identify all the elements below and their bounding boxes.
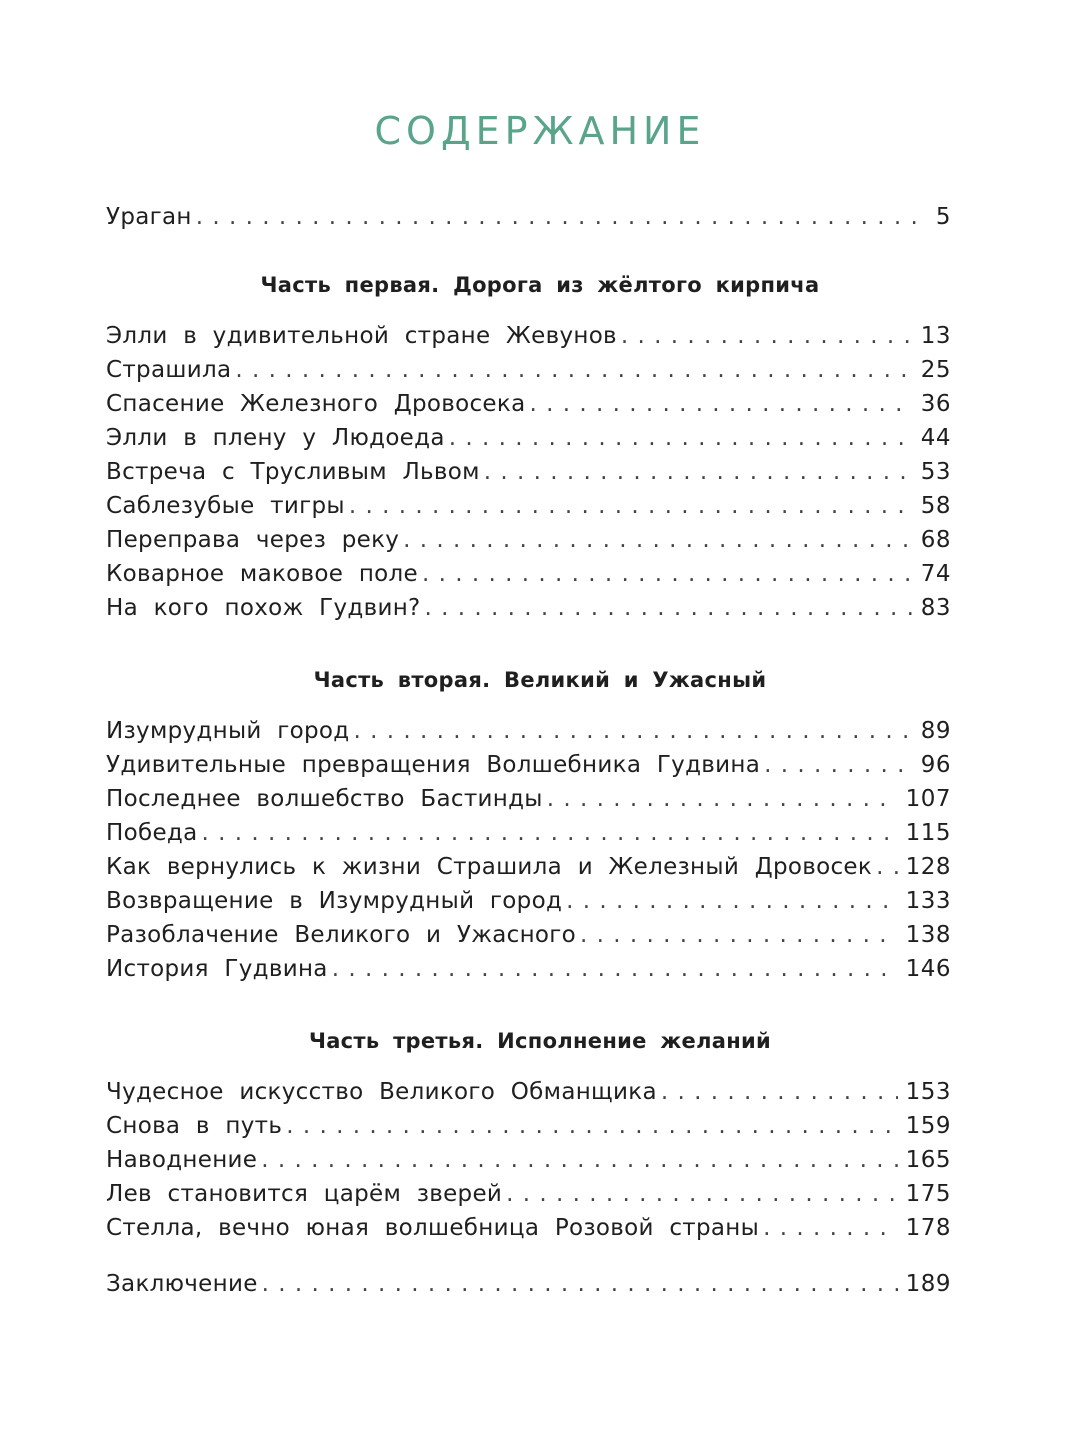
toc-entry[interactable] — [106, 1177, 951, 1211]
toc-entry-page: 138 — [905, 922, 951, 948]
toc-entry-title: История Гудвина — [106, 956, 328, 982]
leader-dots — [196, 200, 928, 234]
toc-entry-page: 153 — [905, 1079, 951, 1105]
toc-entry-page: 68 — [920, 527, 951, 553]
leader-dots — [547, 782, 898, 816]
leader-dots — [566, 884, 897, 918]
page-title: СОДЕРЖАНИЕ — [374, 109, 706, 153]
toc-entry-page: 133 — [905, 888, 951, 914]
toc-entry-title: Коварное маковое поле — [106, 561, 418, 587]
toc-entry-page: 53 — [920, 459, 951, 485]
leader-dots — [262, 1267, 898, 1301]
leader-dots — [403, 523, 913, 557]
toc-entry-page: 36 — [920, 391, 951, 417]
part-heading-2: Часть вторая. Великий и Ужасный — [313, 668, 767, 692]
toc-entry-title: Ураган — [106, 204, 192, 230]
toc-entry[interactable] — [106, 918, 951, 952]
toc-entry[interactable] — [106, 489, 951, 523]
toc-entry[interactable] — [106, 884, 951, 918]
toc-entry[interactable] — [106, 455, 951, 489]
toc-entry-page: 44 — [920, 425, 951, 451]
toc-entry-page: 178 — [905, 1215, 951, 1241]
toc-entry[interactable] — [106, 387, 951, 421]
toc-entry[interactable] — [106, 353, 951, 387]
toc-entry-prologue[interactable] — [106, 200, 951, 234]
leader-dots — [235, 353, 912, 387]
toc-entry[interactable] — [106, 782, 951, 816]
leader-dots — [621, 319, 913, 353]
toc-entry[interactable] — [106, 319, 951, 353]
toc-entry-title: На кого похож Гудвин? — [106, 595, 421, 621]
leader-dots — [876, 850, 898, 884]
leader-dots — [349, 489, 913, 523]
leader-dots — [764, 748, 913, 782]
toc-entry-page: 159 — [905, 1113, 951, 1139]
part-heading-1: Часть первая. Дорога из жёлтого кирпича — [260, 273, 820, 297]
toc-entry-title: Удивительные превращения Волшебника Гудвина — [106, 752, 761, 778]
toc-entry-page: 128 — [905, 854, 951, 880]
leader-dots — [449, 421, 913, 455]
toc-entry-page: 89 — [920, 718, 951, 744]
toc-entry-title: Снова в путь — [106, 1113, 283, 1139]
toc-entry[interactable] — [106, 421, 951, 455]
toc-entry-page: 146 — [905, 956, 951, 982]
toc-entry-title: Разоблачение Великого и Ужасного — [106, 922, 577, 948]
leader-dots — [580, 918, 898, 952]
leader-dots — [354, 714, 913, 748]
leader-dots — [422, 557, 913, 591]
toc-entry[interactable] — [106, 952, 951, 986]
toc-entry-title: Лев становится царём зверей — [106, 1181, 503, 1207]
toc-entry-page: 74 — [920, 561, 951, 587]
toc-entry-epilogue[interactable] — [106, 1267, 951, 1301]
toc-entry-title: Саблезубые тигры — [106, 493, 345, 519]
toc-entry[interactable] — [106, 557, 951, 591]
toc-entry-title: Встреча с Трусливым Львом — [106, 459, 480, 485]
toc-entry-page: 13 — [920, 323, 951, 349]
leader-dots — [286, 1109, 897, 1143]
toc-entry-title: Наводнение — [106, 1147, 258, 1173]
toc-entry[interactable] — [106, 714, 951, 748]
leader-dots — [484, 455, 913, 489]
toc-entry-title: Заключение — [106, 1271, 258, 1297]
toc-entry-title: Чудесное искусство Великого Обманщика — [106, 1079, 657, 1105]
toc-entry-title: Страшила — [106, 357, 232, 383]
toc-entry-page: 83 — [920, 595, 951, 621]
toc-entry-title: Последнее волшебство Бастинды — [106, 786, 543, 812]
toc-entry-page: 165 — [905, 1147, 951, 1173]
toc-entry[interactable] — [106, 1075, 951, 1109]
toc-entry-page: 189 — [905, 1271, 951, 1297]
leader-dots — [261, 1143, 897, 1177]
toc-entry-page: 25 — [920, 357, 951, 383]
leader-dots — [332, 952, 898, 986]
toc-entry-page: 115 — [905, 820, 951, 846]
toc-entry-page: 96 — [920, 752, 951, 778]
toc-entry-title: Элли в плену у Людоеда — [106, 425, 445, 451]
toc-entry-title: Спасение Железного Дровосека — [106, 391, 526, 417]
leader-dots — [425, 591, 913, 625]
toc-entry-page: 107 — [905, 786, 951, 812]
leader-dots — [529, 387, 912, 421]
toc-entry[interactable] — [106, 523, 951, 557]
toc-entry[interactable] — [106, 1143, 951, 1177]
toc-entry-title: Победа — [106, 820, 198, 846]
toc-entry-page: 58 — [920, 493, 951, 519]
toc-entry[interactable] — [106, 1211, 951, 1245]
toc-entry[interactable] — [106, 850, 951, 884]
toc-entry-page: 175 — [905, 1181, 951, 1207]
toc-entry[interactable] — [106, 748, 951, 782]
leader-dots — [506, 1177, 897, 1211]
toc-entry-title: Стелла, вечно юная волшебница Розовой страны — [106, 1215, 760, 1241]
toc-entry-page: 5 — [935, 204, 951, 230]
toc-entry[interactable] — [106, 591, 951, 625]
part-heading-3: Часть третья. Исполнение желаний — [308, 1029, 772, 1053]
toc-entry[interactable] — [106, 1109, 951, 1143]
toc-entry-title: Переправа через реку — [106, 527, 400, 553]
toc-entry-title: Изумрудный город — [106, 718, 350, 744]
toc-entry[interactable] — [106, 816, 951, 850]
toc-entry-title: Как вернулись к жизни Страшила и Железный Дровосек — [106, 854, 873, 880]
toc-entry-title: Возвращение в Изумрудный город — [106, 888, 563, 914]
leader-dots — [202, 816, 898, 850]
leader-dots — [661, 1075, 898, 1109]
leader-dots — [763, 1211, 897, 1245]
toc-entry-title: Элли в удивительной стране Жевунов — [106, 323, 617, 349]
